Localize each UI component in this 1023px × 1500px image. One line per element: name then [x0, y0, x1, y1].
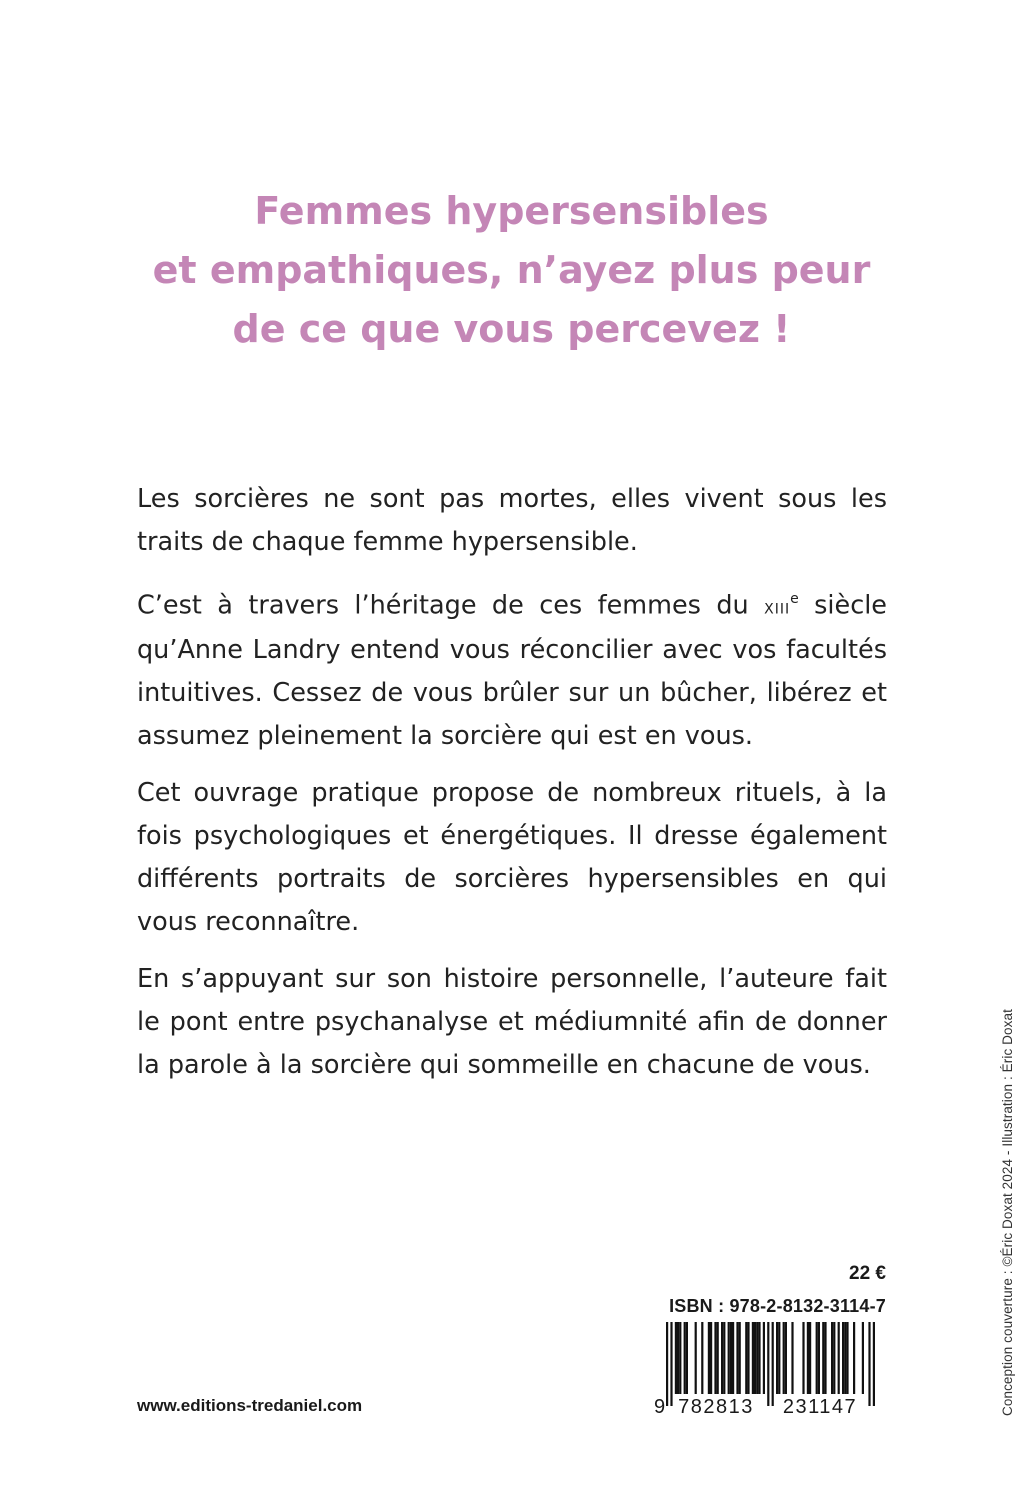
- barcode-bar: [679, 1322, 681, 1394]
- barcode-bar: [844, 1322, 846, 1394]
- paragraph-4: En s’appuyant sur son histoire personnelle, l’auteure fait le pont entre psychanalyse et médiumnité afin de donner la parole à la sorcière qui sommeille en chacune de vous.: [137, 963, 887, 1080]
- paragraph-2-end: siècle qu’Anne Landry entend vous réconcilier avec vos facultés intuitives. Cessez de vous brûler sur un bûcher, libérez et assumez pleinement la sorcière qui est en vous.: [137, 590, 887, 751]
- isbn: ISBN : 978-2-8132-3114-7: [669, 1296, 886, 1316]
- price: 22 €: [849, 1263, 886, 1284]
- barcode-bars: [666, 1322, 875, 1406]
- barcode-bar: [816, 1322, 818, 1394]
- barcode-bar: [723, 1322, 725, 1394]
- headline-line-2: et empathiques, n’ayez plus peur: [152, 248, 871, 292]
- paragraph-3: Cet ouvrage pratique propose de nombreux rituels, à la fois psychologiques et énergétiques. Il dresse également différents portraits de sorcières hypersensibles en qui vous reconnaître.: [137, 777, 887, 937]
- barcode-bar: [802, 1322, 804, 1394]
- barcode-bar: [776, 1322, 778, 1394]
- barcode-bar: [785, 1322, 787, 1394]
- barcode-bar: [778, 1322, 780, 1394]
- barcode-bar: [686, 1322, 688, 1394]
- barcode-bar: [767, 1322, 769, 1406]
- barcode-bar: [666, 1322, 668, 1406]
- barcode-bar: [728, 1322, 730, 1394]
- headline-line-1: Femmes hypersensibles: [254, 189, 769, 233]
- paragraph-1: Les sorcières ne sont pas mortes, elles vivent sous les traits de chaque femme hypersensible.: [137, 484, 887, 557]
- barcode-bar: [833, 1322, 835, 1394]
- cover-credit: Conception couverture : ©Éric Doxat 2024 - Illustration : Éric Doxat: [1000, 1009, 1015, 1416]
- barcode-bar: [758, 1322, 760, 1394]
- barcode-bar: [868, 1322, 870, 1406]
- barcode-bar: [846, 1322, 848, 1394]
- barcode-bar: [736, 1322, 738, 1394]
- barcode-bar: [701, 1322, 703, 1394]
- barcode-bar: [818, 1322, 820, 1394]
- barcode-bar: [730, 1322, 732, 1394]
- barcode-bar: [862, 1322, 864, 1394]
- barcode: [648, 1322, 888, 1417]
- barcode-bar: [670, 1322, 672, 1406]
- barcode-bar: [710, 1322, 712, 1394]
- barcode-bar: [717, 1322, 719, 1394]
- barcode-bar: [772, 1322, 774, 1406]
- barcode-bar: [824, 1322, 826, 1394]
- paragraph-2: [137, 578, 887, 758]
- barcode-bar: [756, 1322, 758, 1394]
- barcode-bar: [783, 1322, 785, 1394]
- headline: [0, 182, 1023, 359]
- barcode-first-digit: 9: [654, 1396, 666, 1417]
- barcode-bar: [684, 1322, 686, 1394]
- barcode-bar: [732, 1322, 734, 1394]
- barcode-bar: [754, 1322, 756, 1394]
- barcode-bar: [807, 1322, 809, 1394]
- barcode-bar: [752, 1322, 754, 1394]
- barcode-bar: [747, 1322, 749, 1394]
- barcode-bar: [842, 1322, 844, 1394]
- blurb: [137, 478, 887, 1101]
- barcode-right-digits: 231147: [782, 1396, 858, 1417]
- paragraph-2-start: C’est à travers l’héritage de ces femmes du: [137, 590, 765, 621]
- barcode-bar: [739, 1322, 741, 1394]
- barcode-bar: [708, 1322, 710, 1394]
- barcode-bar: [838, 1322, 840, 1394]
- barcode-bar: [745, 1322, 747, 1394]
- century-numeral: xiii: [764, 594, 791, 619]
- barcode-bar: [831, 1322, 833, 1394]
- barcode-bar: [721, 1322, 723, 1394]
- barcode-bar: [763, 1322, 765, 1394]
- website-link[interactable]: www.editions-tredaniel.com: [137, 1396, 363, 1415]
- barcode-bar: [677, 1322, 679, 1394]
- barcode-bar: [714, 1322, 716, 1394]
- barcode-bar: [695, 1322, 697, 1394]
- barcode-left-digits: 782813: [678, 1396, 754, 1417]
- barcode-bar: [873, 1322, 875, 1406]
- barcode-bar: [675, 1322, 677, 1394]
- barcode-bar: [791, 1322, 793, 1394]
- barcode-bar: [822, 1322, 824, 1394]
- headline-line-3: de ce que vous percevez !: [232, 307, 791, 351]
- century-superscript: e: [790, 591, 799, 607]
- barcode-bar: [853, 1322, 855, 1394]
- barcode-bar: [809, 1322, 811, 1394]
